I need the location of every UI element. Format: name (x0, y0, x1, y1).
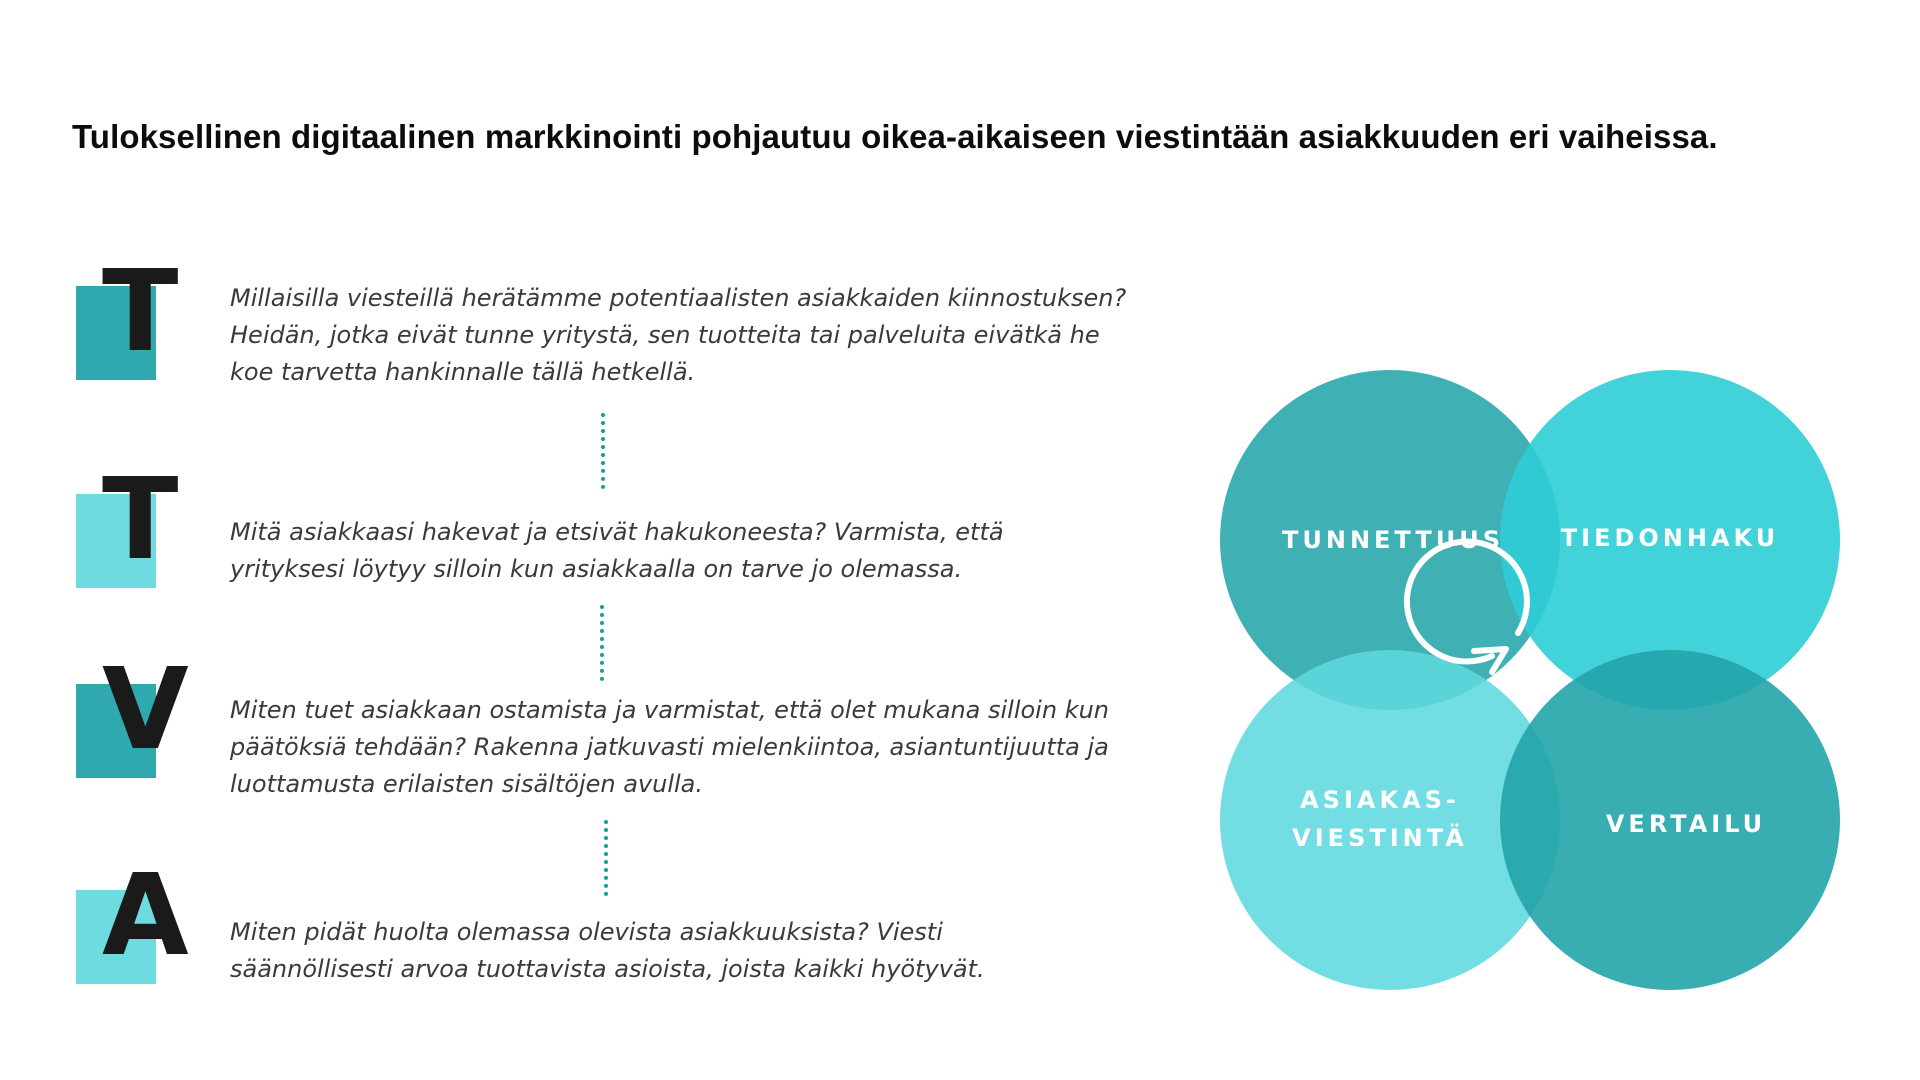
dotted-connector (601, 413, 605, 489)
venn-diagram (1180, 350, 1880, 1010)
text-line: Miten pidät huolta olemassa olevista asiakkuuksista? Viesti (230, 918, 943, 946)
step-tiedonhaku (0, 455, 1200, 608)
letter-badge (76, 247, 179, 380)
label-tiedonhaku: TIEDONHAKU (1560, 524, 1780, 552)
step-tunnettuus (0, 247, 1200, 400)
step-asiakasviestinta (0, 851, 1200, 1010)
label-vertailu: VERTAILU (1605, 810, 1767, 838)
letter-badge (76, 455, 179, 588)
letter-glyph: V (102, 645, 189, 775)
step-vertailu (0, 645, 1200, 804)
step-description (230, 914, 1150, 988)
letter-badge (76, 851, 189, 984)
label-viestinta: VIESTINTÄ (1292, 824, 1468, 852)
dotted-connector (604, 820, 608, 896)
text-line: päätöksiä tehdään? Rakenna jatkuvasti mielenkiintoa, asiantuntijuutta ja (230, 733, 1109, 761)
text-line: Mitä asiakkaasi hakevat ja etsivät hakukoneesta? Varmista, että (230, 518, 1004, 546)
page-title: Tuloksellinen digitaalinen markkinointi pohjautuu oikea-aikaiseen viestintään asiakkuuden eri vaiheissa. (72, 118, 1718, 155)
text-line: Millaisilla viesteillä herätämme potentiaalisten asiakkaiden kiinnostuksen? (230, 284, 1127, 312)
letter-glyph: A (102, 851, 189, 981)
step-description (230, 692, 1150, 803)
label-tunnettuus: TUNNETTUUS (1282, 526, 1504, 554)
step-description (230, 514, 1150, 588)
letter-badge (76, 645, 189, 778)
text-line: Miten tuet asiakkaan ostamista ja varmistat, että olet mukana silloin kun (230, 696, 1110, 724)
dotted-connector (600, 605, 604, 681)
letter-glyph: T (102, 455, 179, 585)
text-line: luottamusta erilaisten sisältöjen avulla. (230, 770, 704, 798)
text-line: koe tarvetta hankinnalle tällä hetkellä. (230, 358, 696, 386)
label-asiakas: ASIAKAS- (1300, 786, 1460, 814)
letter-glyph: T (102, 247, 179, 377)
step-description (230, 280, 1150, 391)
text-line: yrityksesi löytyy silloin kun asiakkaalla on tarve jo olemassa. (230, 555, 963, 583)
text-line: Heidän, jotka eivät tunne yritystä, sen tuotteita tai palveluita eivätkä he (230, 321, 1100, 349)
text-line: säännöllisesti arvoa tuottavista asioista, joista kaikki hyötyvät. (230, 955, 985, 983)
